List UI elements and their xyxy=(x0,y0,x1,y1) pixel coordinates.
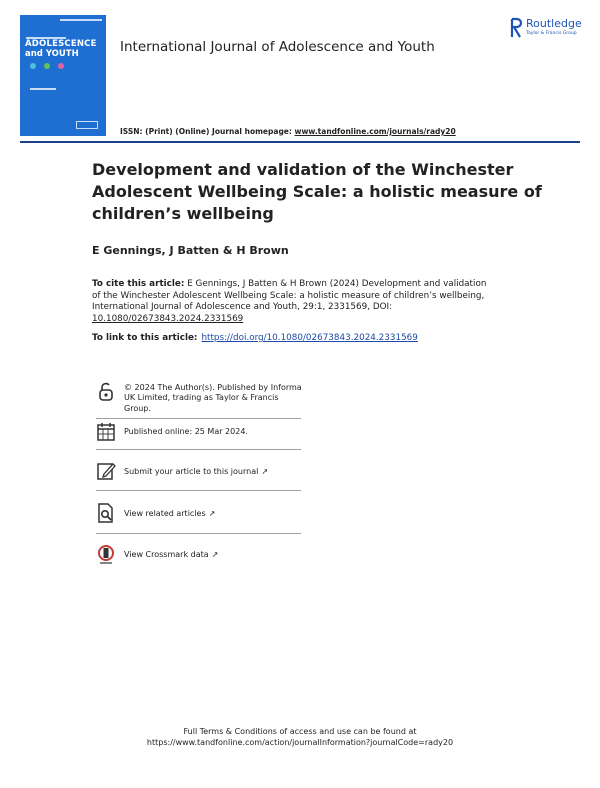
journal-cover-image xyxy=(20,15,106,136)
article-authors: E Gennings, J Batten & H Brown xyxy=(92,244,289,257)
submit-article-link[interactable] xyxy=(124,467,302,477)
link-label: To link to this article: xyxy=(92,333,198,343)
edit-icon xyxy=(96,461,116,481)
footer-terms-text: Full Terms & Conditions of access and use can be found at xyxy=(183,727,417,736)
article-doi-link[interactable]: https://doi.org/10.1080/02673843.2024.2331569 xyxy=(201,333,418,343)
submit-article-label: Submit your article to this journal xyxy=(124,467,259,476)
crossmark-label: View Crossmark data xyxy=(124,550,209,559)
divider xyxy=(96,418,301,419)
cite-label: To cite this article: xyxy=(92,279,185,289)
divider xyxy=(96,490,301,491)
crossmark-icon xyxy=(96,544,116,564)
cover-dot-blue xyxy=(30,63,36,69)
routledge-logo xyxy=(510,17,590,47)
related-articles-item[interactable] xyxy=(96,503,301,525)
cover-dot-green xyxy=(44,63,50,69)
published-item xyxy=(96,422,301,444)
publisher-subtitle: Taylor & Francis Group xyxy=(526,31,577,36)
issn-text: ISSN: (Print) (Online) Journal homepage: xyxy=(120,127,295,136)
cite-text: E Gennings, J Batten & H Brown (2024) Development and validation of the Winchester Adolescent Wellbeing Scale: a holistic measure of children’s wellbeing, International Journal of Adolescence and Youth, 29:1, 2331569, DOI: xyxy=(92,279,487,312)
journal-homepage-link[interactable]: www.tandfonline.com/journals/rady20 xyxy=(294,127,456,136)
external-link-icon: ↗ xyxy=(211,550,219,559)
issn-line xyxy=(120,127,456,136)
cite-doi-link[interactable]: 10.1080/02673843.2024.2331569 xyxy=(92,313,244,324)
divider xyxy=(96,449,301,450)
article-link-line xyxy=(92,333,418,343)
open-access-item xyxy=(96,381,301,417)
related-articles-icon xyxy=(96,503,116,523)
journal-title: International Journal of Adolescence and Youth xyxy=(120,39,435,55)
related-articles-link[interactable] xyxy=(124,509,302,519)
footer xyxy=(0,726,600,748)
crossmark-link[interactable] xyxy=(124,550,302,560)
copyright-text: © 2024 The Author(s). Published by Informa UK Limited, trading as Taylor & Francis Group. xyxy=(124,383,302,413)
related-articles-label: View related articles xyxy=(124,509,206,518)
external-link-icon: ↗ xyxy=(261,467,269,476)
cover-dot-pink xyxy=(58,63,64,69)
cover-title-line2: and YOUTH xyxy=(25,49,79,59)
routledge-r-icon xyxy=(510,17,522,39)
crossmark-item[interactable] xyxy=(96,544,301,566)
cover-small-line xyxy=(30,88,56,90)
citation-block xyxy=(92,279,492,325)
calendar-icon xyxy=(96,422,116,442)
header-divider xyxy=(20,141,580,143)
divider xyxy=(96,533,301,534)
open-lock-icon xyxy=(96,381,116,401)
published-date-text: Published online: 25 Mar 2024. xyxy=(124,427,248,436)
external-link-icon: ↗ xyxy=(208,509,216,518)
cover-title-line1: ADOLESCENCE xyxy=(25,39,97,49)
article-title: Development and validation of the Winchester Adolescent Wellbeing Scale: a holistic measure of children’s wellbeing xyxy=(92,160,542,223)
cover-header-line xyxy=(60,19,102,21)
footer-terms-link[interactable]: https://www.tandfonline.com/action/journalInformation?journalCode=rady20 xyxy=(146,738,454,747)
cover-publisher-logo xyxy=(76,121,98,129)
publisher-name: Routledge xyxy=(526,17,582,30)
submit-article-item[interactable] xyxy=(96,461,301,483)
